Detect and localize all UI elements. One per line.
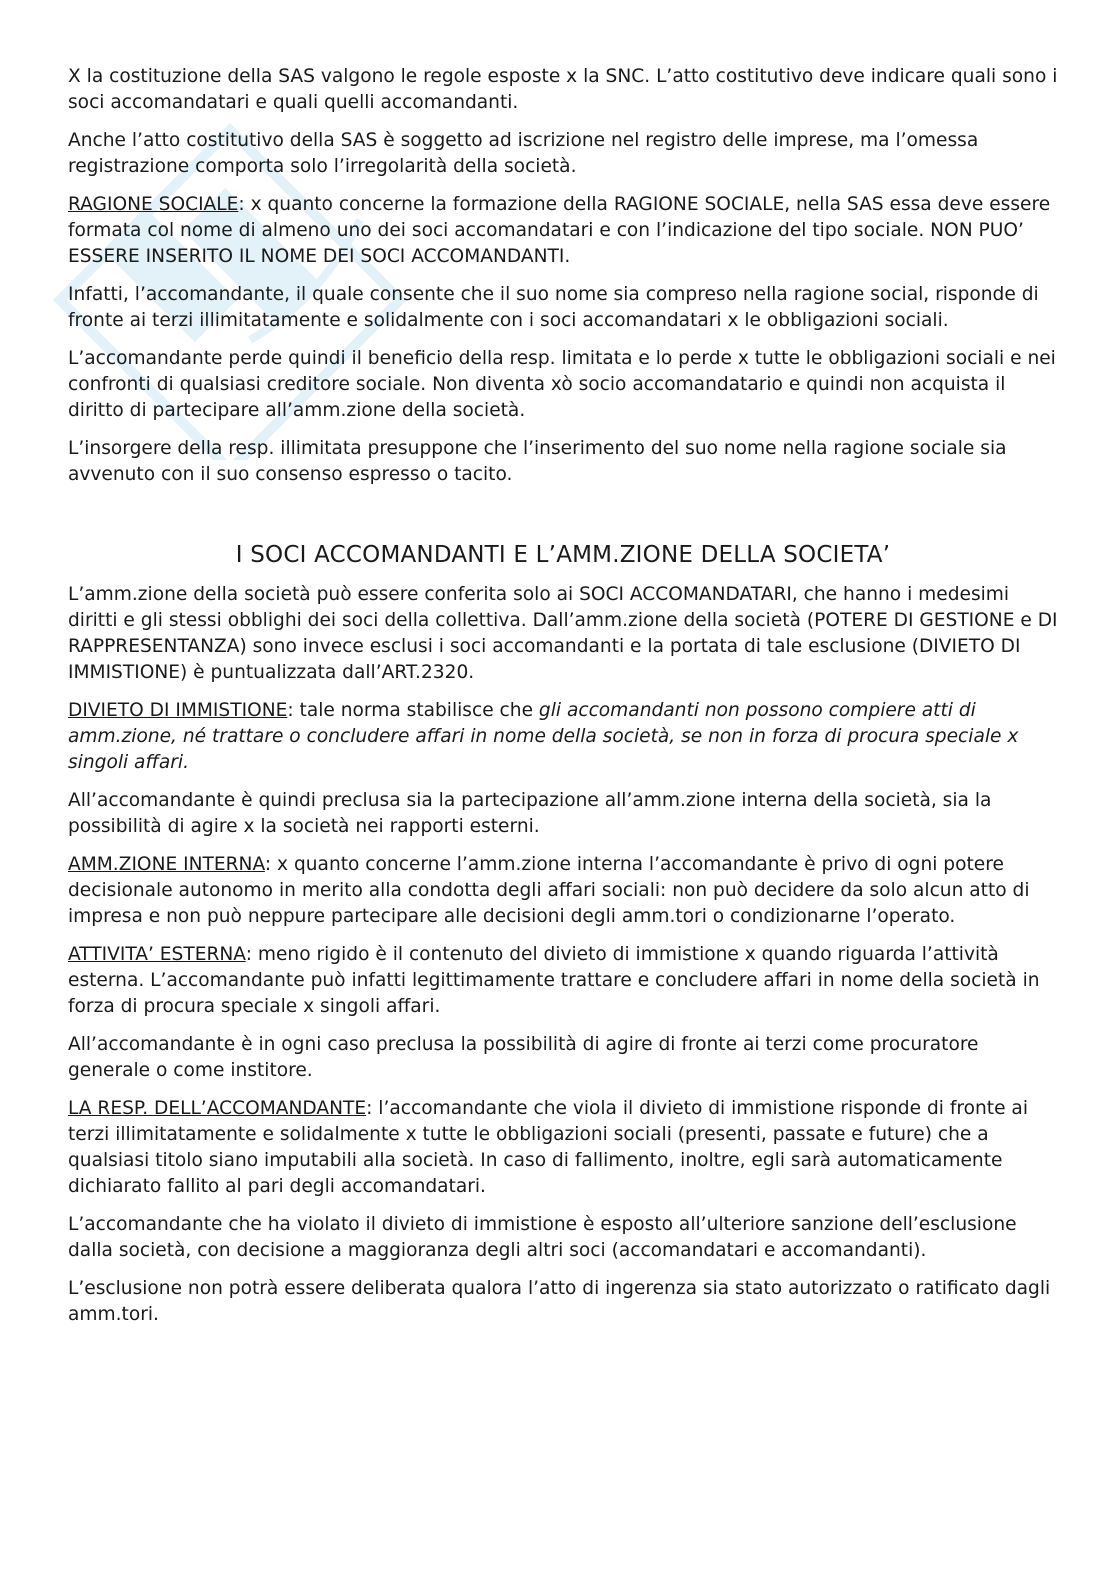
term-label: ATTIVITA’ ESTERNA bbox=[68, 944, 246, 965]
term-label: RAGIONE SOCIALE bbox=[68, 194, 239, 215]
paragraph-resp-illimitata: L’insorgere della resp. illimitata presuppone che l’inserimento del suo nome nella ragione sociale sia avvenuto con il suo consenso espresso o tacito. bbox=[68, 438, 1007, 485]
paragraph-accomandante-nome: Infatti, l’accomandante, il quale consente che il suo nome sia compreso nella ragione social, risponde di fronte ai terzi illimitatamente e solidalmente con i soci accomandatari x le obbligazioni sociali. bbox=[68, 284, 1039, 331]
paragraph-attivita-esterna: ATTIVITA’ ESTERNA: meno rigido è il contenuto del divieto di immistione x quando riguarda l’attività esterna. L’accomandante può infatti legittimamente trattare e concludere affari in nome della società in forza di procura speciale x singoli affari. bbox=[68, 944, 1040, 1017]
section-heading: I SOCI ACCOMANDANTI E L’AMM.ZIONE DELLA SOCIETA’ bbox=[235, 542, 891, 568]
paragraph-resp-accomandante: LA RESP. DELL’ACCOMANDANTE: l’accomandante che viola il divieto di immistione risponde di fronte ai terzi illimitatamente e solidalmente x tutte le obbligazioni sociali (presenti, passate e future) che a qualsiasi titolo siano imputabili alla società. In caso di fallimento, inoltre, egli sarà automaticamente dichiarato fallito al pari degli accomandatari. bbox=[68, 1098, 1028, 1197]
paragraph-iscrizione-registro: Anche l’atto costitutivo della SAS è soggetto ad iscrizione nel registro delle imprese, ma l’omessa registrazione comporta solo l’irregolarità della società. bbox=[68, 130, 979, 177]
paragraph-preclusione: All’accomandante è quindi preclusa sia la partecipazione all’amm.zione interna della società, sia la possibilità di agire x la società nei rapporti esterni. bbox=[68, 790, 992, 837]
paragraph-resp-limitata: L’accomandante perde quindi il beneficio della resp. limitata e lo perde x tutte le obbligazioni sociali e nei confronti di qualsiasi creditore sociale. Non diventa xò socio accomandatario e quindi non acquista il diritto di partecipare all’amm.zione della società. bbox=[68, 348, 1056, 421]
paragraph-esclusione-deliberata: L’esclusione non potrà essere deliberata qualora l’atto di ingerenza sia stato autorizzato o ratificato dagli amm.tori. bbox=[68, 1278, 1051, 1325]
quoted-norm: gli accomandanti non possono compiere atti di amm.zione, né trattare o concludere affari in nome della società, se non in forza di procura speciale x singoli affari. bbox=[68, 700, 1019, 773]
paragraph-ragione-sociale: RAGIONE SOCIALE: x quanto concerne la formazione della RAGIONE SOCIALE, nella SAS essa deve essere formata col nome di almeno uno dei soci accomandatari e con l’indicazione del tipo sociale. NON PUO’ ESSERE INSERITO IL NOME DEI SOCI ACCOMANDANTI. bbox=[68, 194, 1051, 267]
term-label: LA RESP. DELL’ACCOMANDANTE bbox=[68, 1098, 367, 1119]
paragraph-procuratore: All’accomandante è in ogni caso preclusa la possibilità di agire di fronte ai terzi come procuratore generale o come institore. bbox=[68, 1034, 979, 1081]
document-body bbox=[68, 64, 1058, 1340]
paragraph-ammzione: L’amm.zione della società può essere conferita solo ai SOCI ACCOMANDATARI, che hanno i medesimi diritti e gli stessi obblighi dei soci della collettiva. Dall’amm.zione della società (POTERE DI GESTIONE e DI RAPPRESENTANZA) sono invece esclusi i soci accomandanti e la portata di tale esclusione (DIVIETO DI IMMISTIONE) è puntualizzata dall’ART.2320. bbox=[68, 584, 1058, 683]
term-label: DIVIETO DI IMMISTIONE bbox=[68, 700, 288, 721]
paragraph-esclusione-sanzione: L’accomandante che ha violato il divieto di immistione è esposto all’ulteriore sanzione dell’esclusione dalla società, con decisione a maggioranza degli altri soci (accomandatari e accomandanti). bbox=[68, 1214, 1017, 1261]
paragraph-sas-costituzione: X la costituzione della SAS valgono le regole esposte x la SNC. L’atto costitutivo deve indicare quali sono i soci accomandatari e quali quelli accomandanti. bbox=[68, 66, 1058, 113]
paragraph-ammzione-interna: AMM.ZIONE INTERNA: x quanto concerne l’amm.zione interna l’accomandante è privo di ogni potere decisionale autonomo in merito alla condotta degli affari sociali: non può decidere da solo alcun atto di impresa e non può neppure partecipare alle decisioni degli amm.tori o condizionarne l’operato. bbox=[68, 854, 1030, 927]
term-label: AMM.ZIONE INTERNA bbox=[68, 854, 265, 875]
paragraph-divieto-immistione: DIVIETO DI IMMISTIONE: tale norma stabilisce che gli accomandanti non possono compiere atti di amm.zione, né trattare o concludere affari in nome della società, se non in forza di procura speciale x singoli affari. bbox=[68, 700, 1019, 773]
